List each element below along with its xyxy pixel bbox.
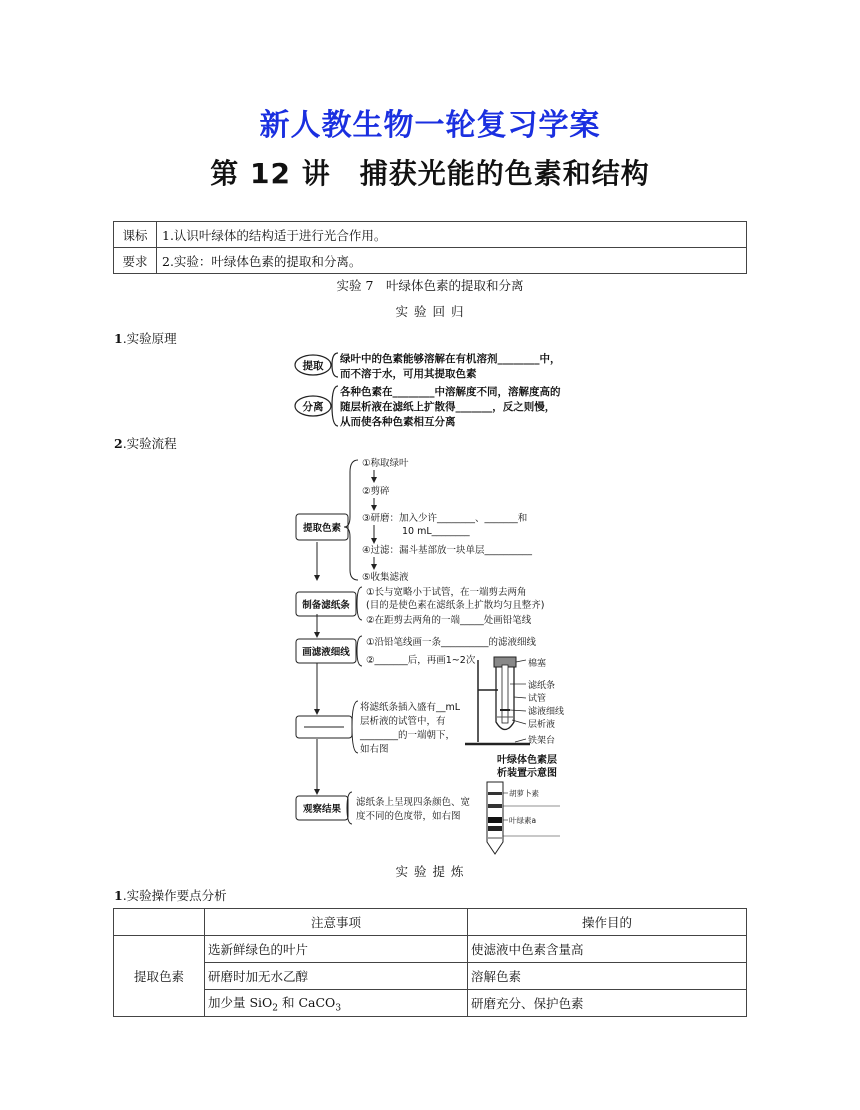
review-heading: 实 验 回 归: [395, 304, 465, 319]
principle-diagram: [290, 348, 590, 432]
extract-step-4: ④过滤：漏斗基部放一块单层__________: [362, 545, 533, 556]
separate-text-1: 将滤纸条插入盛有__mL: [360, 702, 461, 713]
observe-text-2: 度不同的色度带，如右图: [356, 811, 461, 822]
process-diagram: [290, 452, 600, 857]
practice-heading: 实 验 提 炼: [395, 864, 465, 879]
label-stand: 铁架台: [528, 736, 556, 746]
result-title-1: 叶绿体色素层: [497, 755, 557, 766]
purpose-cell: 溶解色素: [468, 963, 747, 990]
paper-brace: [357, 587, 362, 620]
lesson-title: 第 12 讲 捕获光能的色素和结构: [210, 157, 650, 190]
paper-step-1: ①长与宽略小于试管，在一端剪去两角: [366, 587, 527, 598]
result-title-2: 析装置示意图: [497, 768, 557, 779]
label-filter-line: 滤液细线: [528, 707, 565, 717]
paper-box-label: 制备滤纸条: [302, 600, 350, 611]
line-brace: [357, 636, 362, 666]
extract-step-5: ⑤收集滤液: [362, 572, 409, 583]
curriculum-standard-table: [113, 221, 747, 274]
line-step-2: ②_______后，再画1~2次: [366, 655, 476, 666]
experiment-title: [0, 276, 860, 294]
label-solvent: 层析液: [528, 720, 556, 730]
line-box-label: 画滤液细线: [302, 647, 350, 658]
extract-label: 提取: [302, 360, 324, 372]
label-tube: 试管: [528, 694, 547, 704]
separate-line-2: 随层析液在滤纸上扩散得_______，反之则慢，: [340, 401, 556, 413]
observe-box-label: 观察结果: [302, 804, 342, 815]
extract-brace: [332, 353, 338, 377]
separate-label: 分离: [302, 401, 324, 413]
separate-text-2: 层析液的试管中，有: [360, 716, 446, 727]
operations-table: [113, 908, 747, 1017]
observe-text-1: 滤纸条上呈现四条颜色、宽: [356, 797, 471, 808]
extract-line-2: 而不溶于水，可用其提取色素: [340, 368, 477, 380]
extract-line-1: 绿叶中的色素能够溶解在有机溶剂________中，: [340, 353, 561, 365]
group-label: 提取色素: [114, 936, 205, 1017]
paper-step-2: (目的是使色素在滤纸条上扩散均匀且整齐): [366, 600, 545, 611]
paper-step-3: ②在距剪去两角的一端_____处画铅笔线: [366, 615, 532, 626]
label-stopper: 棉塞: [528, 659, 547, 669]
separate-line-1: 各种色素在________中溶解度不同，溶解度高的: [340, 386, 561, 398]
header-note: 注意事项: [205, 909, 468, 936]
standard-label-top: 课标: [114, 222, 157, 248]
standard-label-bottom: 要求: [114, 248, 157, 274]
extract-box-label: 提取色素: [302, 523, 342, 534]
extract-brace: [344, 460, 358, 580]
separate-brace: [332, 386, 338, 426]
note-cell: 加少量 SiO$_2$ 和 CaCO$_3$: [205, 990, 468, 1017]
separate-brace: [352, 701, 358, 753]
chromatography-apparatus: [465, 657, 530, 744]
operations-heading: 1.实验操作要点分析: [114, 888, 227, 903]
table-row: [114, 963, 747, 990]
standard-item-2: 2.实验：叶绿体色素的提取和分离。: [157, 248, 747, 274]
process-heading: 2.实验流程: [114, 436, 177, 451]
separate-text-4: 如右图: [360, 744, 389, 755]
purpose-cell: 研磨充分、保护色素: [468, 990, 747, 1017]
note-cell: 选新鲜绿色的叶片: [205, 936, 468, 963]
extract-step-3a: ③研磨：加入少许________、_______和: [362, 513, 528, 524]
separate-text-3: ________的一端朝下，: [360, 730, 456, 741]
purpose-cell: 使滤液中色素含量高: [468, 936, 747, 963]
table-row: [114, 936, 747, 963]
extract-step-3b: 10 mL________: [402, 526, 470, 537]
header-empty: [114, 909, 205, 936]
experiment-name: 叶绿体色素的提取和分离: [385, 278, 524, 293]
principle-heading: 1.实验原理: [114, 331, 177, 346]
experiment-label: 实验 7: [336, 278, 374, 293]
standard-item-1: 1.认识叶绿体的结构适于进行光合作用。: [157, 222, 747, 248]
label-strip: 滤纸条: [528, 681, 556, 691]
band-chla: 叶绿素a: [509, 816, 537, 825]
extract-step-1: ①称取绿叶: [362, 458, 409, 469]
header-purpose: 操作目的: [468, 909, 747, 936]
line-step-1: ①沿铅笔线画一条__________的滤液细线: [366, 637, 537, 648]
separate-line-3: 从而使各种色素相互分离: [340, 416, 456, 428]
table-row: [114, 990, 747, 1017]
note-cell: 研磨时加无水乙醇: [205, 963, 468, 990]
band-carotene: 胡萝卜素: [509, 789, 539, 798]
extract-step-2: ②剪碎: [362, 486, 390, 497]
filter-strip-shape: [502, 665, 508, 723]
page-title: 新人教生物一轮复习学案: [259, 108, 601, 143]
